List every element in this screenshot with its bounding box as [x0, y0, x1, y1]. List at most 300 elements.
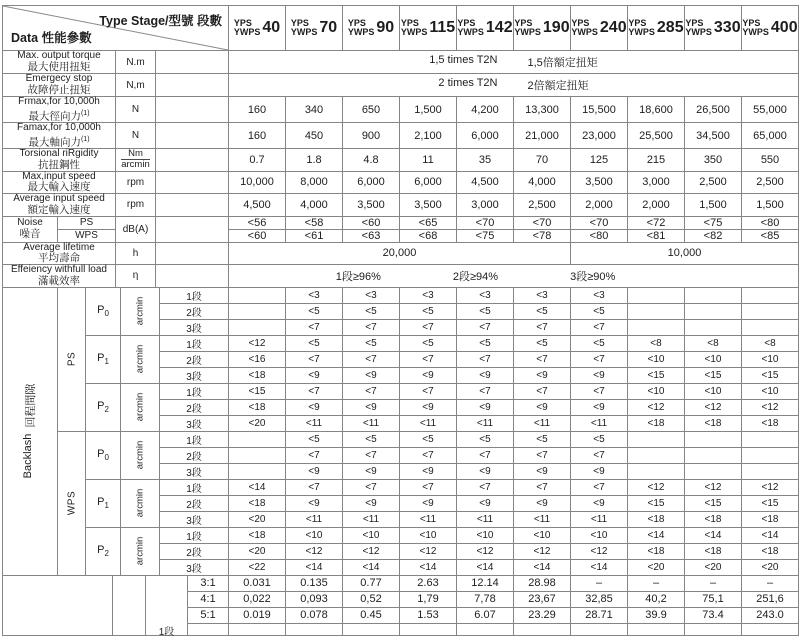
value-cell: <7	[571, 351, 628, 367]
value-cell: <7	[514, 383, 571, 399]
value-cell: <9	[457, 399, 514, 415]
value-cell: 2,000	[571, 194, 628, 217]
row-label-famax: Famax,for 10,000h 最大軸向力$^{(1)}$	[3, 123, 116, 149]
stage-cell-empty	[156, 74, 229, 97]
value-cell: <8	[685, 335, 742, 351]
value-cell: 160	[229, 97, 286, 123]
value-cell: <56	[229, 216, 286, 229]
value-cell: <5	[457, 431, 514, 447]
value-cell: <7	[400, 447, 457, 463]
unit-arcmin: arcmin	[121, 527, 160, 575]
stage-cell-empty	[156, 194, 229, 217]
stage-label: 1段	[160, 479, 229, 495]
value-cell: 1,500	[685, 194, 742, 217]
value-cell: 23.29	[514, 607, 571, 623]
stage-label: 1段	[160, 335, 229, 351]
value-cell: <11	[286, 511, 343, 527]
value-cell: 28.71	[571, 607, 628, 623]
value-cell: <5	[286, 431, 343, 447]
value-cell: <16	[229, 351, 286, 367]
stage-label: 3段	[160, 319, 229, 335]
value-cell	[685, 463, 742, 479]
value-cell: 32,85	[571, 591, 628, 607]
inertia-unit-empty	[113, 575, 146, 635]
stage-label: 2段	[160, 399, 229, 415]
unit-arcmin: arcmin	[121, 335, 160, 383]
value-cell	[343, 623, 400, 635]
value-cell: <14	[571, 559, 628, 575]
value-cell: <12	[514, 543, 571, 559]
value-cell: 900	[343, 123, 400, 149]
value-cell: <11	[343, 415, 400, 431]
stage-label: 2段	[160, 495, 229, 511]
value-cell: –	[571, 575, 628, 591]
value-cell: 4,500	[229, 194, 286, 217]
value-cell: <15	[628, 367, 685, 383]
lifetime-right-value: 10,000	[571, 242, 799, 265]
value-cell: 125	[571, 149, 628, 172]
value-cell	[742, 431, 799, 447]
value-cell: <11	[514, 415, 571, 431]
value-cell: <9	[400, 495, 457, 511]
value-cell: <12	[685, 479, 742, 495]
value-cell: <12	[286, 543, 343, 559]
value-cell: <11	[457, 415, 514, 431]
value-cell: 26,500	[685, 97, 742, 123]
value-cell: <14	[457, 559, 514, 575]
value-cell	[742, 303, 799, 319]
value-cell: 1,79	[400, 591, 457, 607]
value-cell: <9	[286, 399, 343, 415]
value-cell: 3,500	[571, 171, 628, 194]
value-cell	[742, 463, 799, 479]
value-cell: <18	[685, 511, 742, 527]
value-cell: 25,500	[628, 123, 685, 149]
unit-cell: rpm	[116, 194, 156, 217]
value-cell: <9	[286, 463, 343, 479]
model-size: 190	[542, 19, 570, 36]
value-cell: 1,500	[742, 194, 799, 217]
value-cell: <10	[685, 383, 742, 399]
value-cell: <9	[457, 367, 514, 383]
unit-cell: rpm	[116, 171, 156, 194]
value-cell: <3	[571, 287, 628, 303]
value-cell: <14	[742, 527, 799, 543]
value-cell: 1.8	[286, 149, 343, 172]
row-label-emergency-stop: Emergecy stop 故障停止扭矩	[3, 74, 116, 97]
value-cell: <5	[571, 335, 628, 351]
value-cell: <18	[742, 543, 799, 559]
model-column-header: YPS YWPS 190	[514, 6, 571, 51]
value-cell	[229, 447, 286, 463]
value-cell: <11	[343, 511, 400, 527]
value-cell: <20	[685, 559, 742, 575]
stage-label: 3段	[160, 559, 229, 575]
model-column-header: YPS YWPS 240	[571, 6, 628, 51]
value-cell: <14	[685, 527, 742, 543]
value-cell: <15	[685, 495, 742, 511]
value-cell: <11	[571, 511, 628, 527]
model-column-header: YPS YWPS 142	[457, 6, 514, 51]
value-cell: 6,000	[457, 123, 514, 149]
backlash-section-label: Backlash 回程間隙	[3, 287, 58, 575]
noise-ps-label: PS	[58, 216, 116, 229]
value-cell: <5	[571, 303, 628, 319]
efficiency-merged-cell: 1段≥96% 2段≥94% 3段≥90%	[229, 265, 799, 288]
value-cell: <7	[286, 479, 343, 495]
value-cell: 450	[286, 123, 343, 149]
value-cell: 0,022	[229, 591, 286, 607]
stage-cell-empty	[156, 51, 229, 74]
value-cell	[229, 319, 286, 335]
value-cell: <5	[514, 335, 571, 351]
value-cell: <9	[514, 463, 571, 479]
value-cell	[229, 303, 286, 319]
unit-arcmin: arcmin	[121, 287, 160, 335]
stage-label: 1段	[160, 383, 229, 399]
value-cell: <7	[514, 351, 571, 367]
stage-label: 1段	[160, 527, 229, 543]
value-cell	[742, 319, 799, 335]
value-cell: <70	[457, 216, 514, 229]
value-cell: <18	[742, 511, 799, 527]
value-cell: <60	[343, 216, 400, 229]
value-cell	[400, 623, 457, 635]
series-yps: YPS	[233, 17, 252, 28]
unit-cell: η	[116, 265, 156, 288]
value-cell: 65,000	[742, 123, 799, 149]
value-cell: <78	[514, 229, 571, 242]
value-cell: <7	[343, 383, 400, 399]
ratio-label: 3:1	[188, 575, 229, 591]
value-cell: <7	[571, 447, 628, 463]
backlash-ps-label: PS	[58, 287, 86, 431]
row-label-efficiency: Effeiency withfull load 滿載效率	[3, 265, 116, 288]
value-cell: 0.7	[229, 149, 286, 172]
value-cell: <12	[457, 543, 514, 559]
stage-label: 3段	[160, 511, 229, 527]
value-cell: 0.135	[286, 575, 343, 591]
grade-p1: $P_1$	[86, 335, 121, 383]
value-cell: <3	[400, 287, 457, 303]
grade-p2: $P_2$	[86, 527, 121, 575]
value-cell: <20	[229, 415, 286, 431]
value-cell: <15	[742, 367, 799, 383]
value-cell: <18	[229, 367, 286, 383]
stage-cell-empty	[156, 97, 229, 123]
value-cell: <70	[571, 216, 628, 229]
value-cell: <9	[457, 463, 514, 479]
unit-cell: dB(A)	[116, 216, 156, 242]
value-cell: 2.63	[400, 575, 457, 591]
model-size: 70	[319, 19, 338, 36]
stage-cell-empty	[156, 216, 229, 242]
value-cell: <65	[400, 216, 457, 229]
value-cell: 3,500	[343, 194, 400, 217]
value-cell: <5	[286, 303, 343, 319]
model-size: 40	[262, 19, 281, 36]
value-cell: <9	[514, 367, 571, 383]
value-cell: <58	[286, 216, 343, 229]
value-cell	[229, 623, 286, 635]
value-cell: 34,500	[685, 123, 742, 149]
value-cell: <5	[343, 431, 400, 447]
value-cell: <5	[514, 303, 571, 319]
value-cell: <7	[343, 447, 400, 463]
value-cell: 2,500	[685, 171, 742, 194]
value-cell	[286, 623, 343, 635]
value-cell: <5	[400, 335, 457, 351]
value-cell	[628, 303, 685, 319]
row-label-rigidity: Torsional riRgidity 抗扭鋼性	[3, 149, 116, 172]
value-cell: <9	[400, 367, 457, 383]
value-cell: 1.53	[400, 607, 457, 623]
row-label-avg-input-speed: Average input speed 額定輸入速度	[3, 194, 116, 217]
value-cell	[742, 447, 799, 463]
unit-cell: N,m	[116, 74, 156, 97]
value-cell	[685, 431, 742, 447]
stage-cell-empty	[156, 242, 229, 265]
model-column-header: YPS YWPS 285	[628, 6, 685, 51]
value-cell: <12	[400, 543, 457, 559]
value-cell: <7	[514, 479, 571, 495]
stage-label: 2段	[160, 447, 229, 463]
value-cell: 13,300	[514, 97, 571, 123]
model-column-header: YPS YWPS 400	[742, 6, 799, 51]
value-cell: <7	[514, 319, 571, 335]
value-cell: 2,100	[400, 123, 457, 149]
value-cell: <7	[457, 319, 514, 335]
stage-cell-empty	[156, 123, 229, 149]
value-cell: <10	[400, 527, 457, 543]
model-column-header: YPS YWPS 70	[286, 6, 343, 51]
value-cell	[514, 623, 571, 635]
value-cell: <10	[514, 527, 571, 543]
backlash-table	[2, 287, 799, 576]
value-cell	[685, 303, 742, 319]
value-cell	[742, 623, 799, 635]
value-cell: <3	[457, 287, 514, 303]
stage-label: 3段	[160, 415, 229, 431]
value-cell: <8	[628, 335, 685, 351]
value-cell: <5	[457, 335, 514, 351]
stage-label: 2段	[160, 303, 229, 319]
value-cell: <20	[628, 559, 685, 575]
row-label-max-torque: Max. output torque 最大使用扭矩	[3, 51, 116, 74]
value-cell: <18	[628, 415, 685, 431]
unit-arcmin: arcmin	[121, 383, 160, 431]
value-cell: 11	[400, 149, 457, 172]
row-label-frmax: Frmax,for 10,000h 最大徑向力$^{(1)}$	[3, 97, 116, 123]
value-cell	[628, 623, 685, 635]
model-size: 90	[376, 19, 395, 36]
value-cell: <9	[571, 399, 628, 415]
value-cell: <68	[400, 229, 457, 242]
value-cell: <81	[628, 229, 685, 242]
value-cell: 160	[229, 123, 286, 149]
value-cell: <18	[628, 511, 685, 527]
value-cell: <5	[343, 335, 400, 351]
value-cell: 0,52	[343, 591, 400, 607]
value-cell: <18	[685, 415, 742, 431]
value-cell: <9	[343, 399, 400, 415]
value-cell: <7	[286, 319, 343, 335]
spec-table	[2, 5, 799, 288]
value-cell: <22	[229, 559, 286, 575]
stage-label: 3段	[160, 367, 229, 383]
corner-type-label: Type Stage/型號 段數	[99, 14, 222, 28]
value-cell: 1,500	[400, 97, 457, 123]
value-cell: <75	[685, 216, 742, 229]
value-cell: <60	[229, 229, 286, 242]
value-cell	[685, 319, 742, 335]
value-cell: <7	[343, 479, 400, 495]
value-cell: 10,000	[229, 171, 286, 194]
value-cell: 3,500	[400, 194, 457, 217]
model-size: 330	[713, 19, 741, 36]
value-cell: <7	[286, 351, 343, 367]
value-cell: <5	[514, 431, 571, 447]
value-cell: 28.98	[514, 575, 571, 591]
value-cell: <9	[343, 367, 400, 383]
value-cell: –	[685, 575, 742, 591]
value-cell: <7	[343, 319, 400, 335]
value-cell: <12	[343, 543, 400, 559]
value-cell: <15	[628, 495, 685, 511]
value-cell: <20	[742, 559, 799, 575]
value-cell: <15	[685, 367, 742, 383]
value-cell: 4,500	[457, 171, 514, 194]
value-cell: <7	[457, 383, 514, 399]
model-column-header: YPS YWPS 115	[400, 6, 457, 51]
value-cell: <7	[343, 351, 400, 367]
value-cell: <18	[229, 495, 286, 511]
value-cell: <75	[457, 229, 514, 242]
value-cell: 2,500	[514, 194, 571, 217]
value-cell: 40,2	[628, 591, 685, 607]
value-cell	[628, 463, 685, 479]
value-cell	[457, 623, 514, 635]
value-cell: 6,000	[343, 171, 400, 194]
value-cell: <61	[286, 229, 343, 242]
value-cell: <11	[400, 511, 457, 527]
model-column-header	[229, 6, 286, 51]
value-cell: 21,000	[514, 123, 571, 149]
corner-data-label: Data 性能參數	[11, 31, 92, 45]
ratio-label: 4:1	[188, 591, 229, 607]
row-label-noise: Noise 噪音	[3, 216, 58, 242]
value-cell	[628, 319, 685, 335]
value-cell: 75,1	[685, 591, 742, 607]
value-cell: 23,000	[571, 123, 628, 149]
value-cell: <15	[742, 495, 799, 511]
value-cell: <12	[571, 543, 628, 559]
value-cell: <5	[286, 335, 343, 351]
value-cell: <5	[400, 431, 457, 447]
ratio-label-empty	[188, 623, 229, 635]
value-cell: <9	[343, 495, 400, 511]
value-cell: <7	[514, 447, 571, 463]
model-column-header: YPS YWPS 90	[343, 6, 400, 51]
value-cell: 8,000	[286, 171, 343, 194]
value-cell: <7	[571, 479, 628, 495]
value-cell: <5	[571, 431, 628, 447]
value-cell: 3,000	[628, 171, 685, 194]
value-cell: <7	[286, 383, 343, 399]
value-cell: 39.9	[628, 607, 685, 623]
value-cell: <9	[571, 463, 628, 479]
value-cell: <9	[514, 495, 571, 511]
value-cell: <3	[514, 287, 571, 303]
unit-cell: N	[116, 123, 156, 149]
value-cell	[628, 287, 685, 303]
value-cell: <7	[457, 447, 514, 463]
value-cell: <12	[628, 399, 685, 415]
value-cell: <9	[571, 367, 628, 383]
value-cell: <7	[571, 383, 628, 399]
value-cell: <14	[343, 559, 400, 575]
stage-label: 1段	[160, 431, 229, 447]
value-cell: 6,000	[400, 171, 457, 194]
value-cell	[685, 623, 742, 635]
value-cell: <11	[457, 511, 514, 527]
value-cell: <5	[343, 303, 400, 319]
unit-cell: h	[116, 242, 156, 265]
value-cell: <15	[229, 383, 286, 399]
value-cell: 0.031	[229, 575, 286, 591]
value-cell	[685, 447, 742, 463]
model-size: 240	[599, 19, 627, 36]
stage-label: 2段	[160, 543, 229, 559]
unit-arcmin: arcmin	[121, 479, 160, 527]
value-cell: <7	[571, 319, 628, 335]
value-cell: <18	[685, 543, 742, 559]
value-cell: <7	[457, 479, 514, 495]
value-cell: <10	[685, 351, 742, 367]
value-cell: <10	[457, 527, 514, 543]
lifetime-left-value: 20,000	[229, 242, 571, 265]
value-cell: <7	[400, 383, 457, 399]
model-size: 285	[656, 19, 684, 36]
grade-p0: $P_0$	[86, 431, 121, 479]
stage-label: 3段	[160, 463, 229, 479]
value-cell: <9	[514, 399, 571, 415]
value-cell: <20	[229, 543, 286, 559]
value-cell: <70	[514, 216, 571, 229]
stage-label: 2段	[160, 351, 229, 367]
value-cell: –	[742, 575, 799, 591]
value-cell: <9	[343, 463, 400, 479]
value-cell: <85	[742, 229, 799, 242]
value-cell: <14	[286, 559, 343, 575]
value-cell	[571, 623, 628, 635]
value-cell: <7	[286, 447, 343, 463]
value-cell: 4,200	[457, 97, 514, 123]
value-cell: <9	[457, 495, 514, 511]
series-ywps: YWPS	[233, 27, 261, 37]
value-cell: <7	[400, 479, 457, 495]
value-cell	[628, 447, 685, 463]
value-cell: <63	[343, 229, 400, 242]
value-cell: 215	[628, 149, 685, 172]
value-cell: 4,000	[514, 171, 571, 194]
value-cell: <5	[457, 303, 514, 319]
value-cell: <14	[628, 527, 685, 543]
backlash-wps-label: WPS	[58, 431, 86, 575]
model-size: 115	[429, 19, 456, 36]
value-cell: 243.0	[742, 607, 799, 623]
value-cell: <18	[229, 399, 286, 415]
